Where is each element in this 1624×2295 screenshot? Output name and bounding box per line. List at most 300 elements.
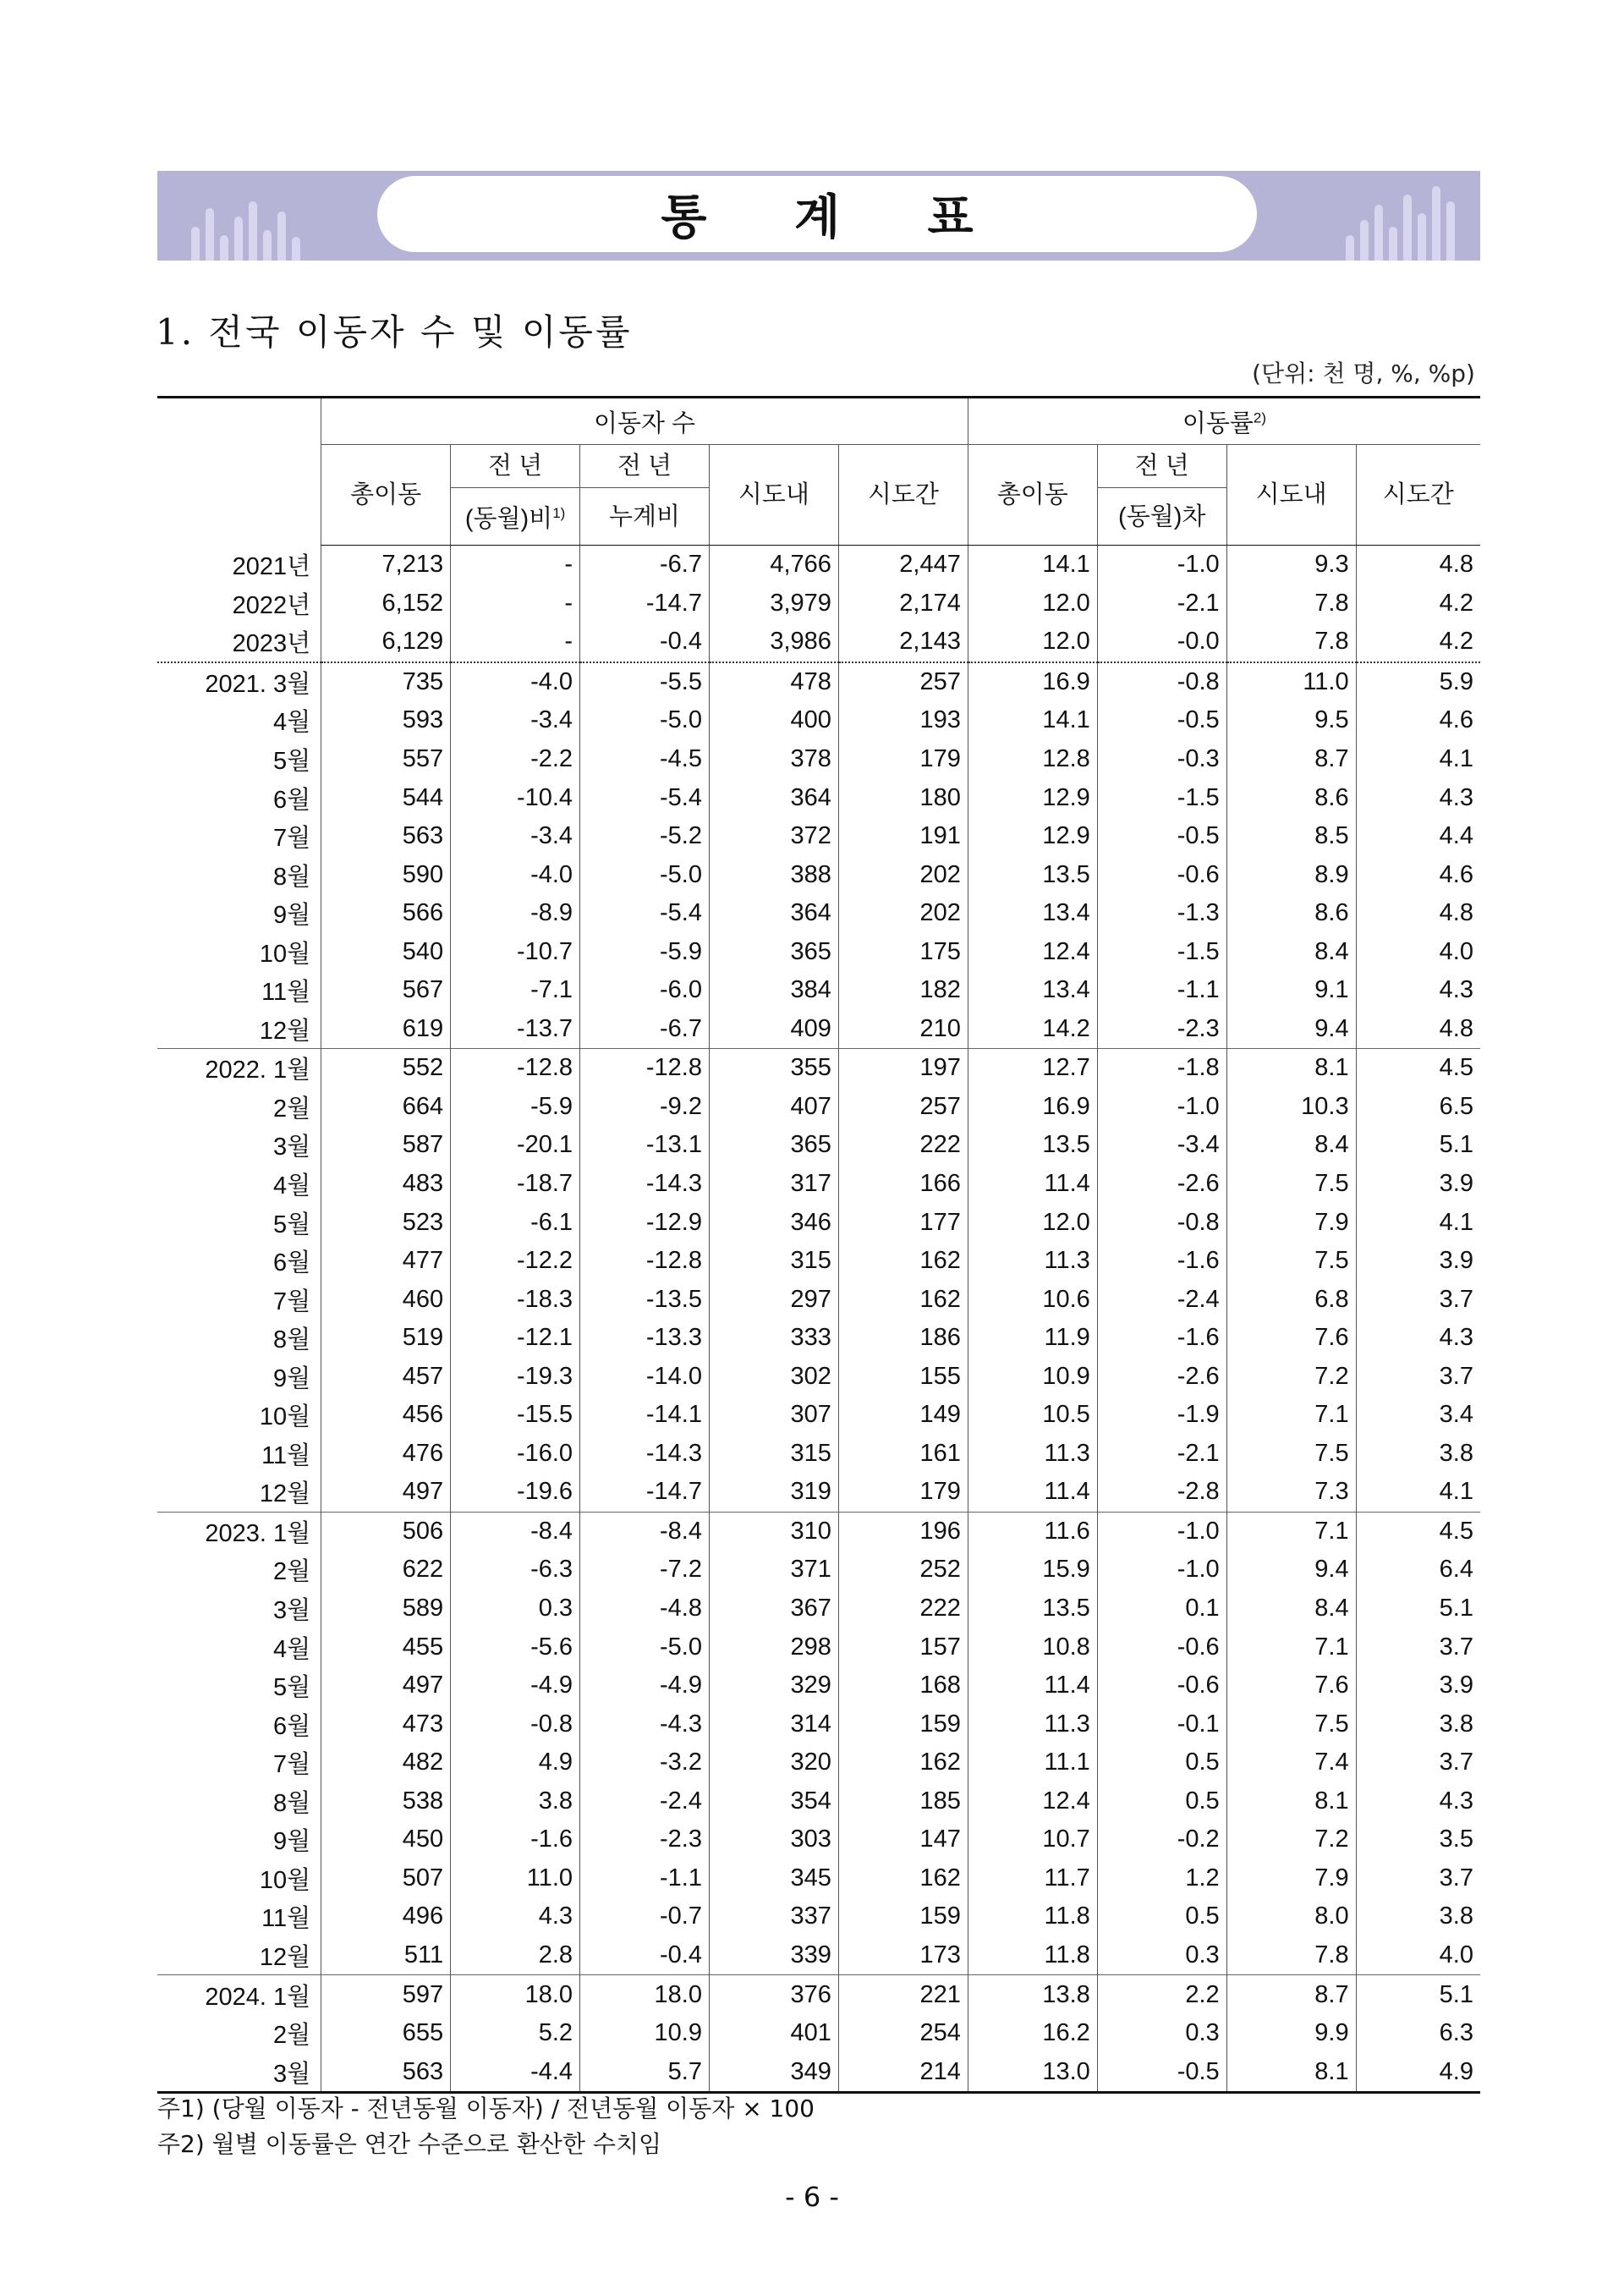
table-cell: 3.8 bbox=[451, 1782, 580, 1821]
table-cell: -2.6 bbox=[1097, 1357, 1226, 1396]
table-cell: 372 bbox=[709, 817, 838, 856]
table-cell: -6.1 bbox=[451, 1203, 580, 1242]
table-cell: 3.7 bbox=[1356, 1628, 1480, 1666]
table-cell: 378 bbox=[709, 740, 838, 779]
table-row bbox=[157, 740, 1480, 779]
table-cell: 496 bbox=[321, 1897, 451, 1936]
table-cell: 3.8 bbox=[1356, 1705, 1480, 1743]
table-cell: - bbox=[451, 623, 580, 662]
table-cell: -2.8 bbox=[1097, 1473, 1226, 1512]
table-cell: 8.4 bbox=[1226, 932, 1356, 971]
table-cell: 407 bbox=[709, 1088, 838, 1127]
footnote-mark-1: 1) bbox=[552, 505, 566, 522]
table-cell: 401 bbox=[709, 2014, 838, 2053]
table-cell: -14.7 bbox=[580, 1473, 710, 1512]
row-label: 10월 bbox=[259, 1403, 311, 1431]
table-cell: 162 bbox=[838, 1280, 968, 1319]
group-header-rate bbox=[968, 398, 1480, 445]
table-cell: 12.9 bbox=[968, 778, 1097, 817]
title-banner bbox=[157, 171, 1480, 261]
table-cell: 257 bbox=[838, 662, 968, 702]
table-cell: 4.3 bbox=[1356, 971, 1480, 1010]
table-cell: 345 bbox=[709, 1859, 838, 1898]
table-body bbox=[157, 546, 1480, 2093]
table-cell: -0.8 bbox=[1097, 662, 1226, 702]
row-label: 9월 bbox=[273, 1828, 311, 1856]
table-cell: 590 bbox=[321, 855, 451, 894]
table-cell: -3.4 bbox=[451, 701, 580, 740]
table-cell: 10.8 bbox=[968, 1628, 1097, 1666]
table-row bbox=[157, 1551, 1480, 1589]
table-cell: 333 bbox=[709, 1319, 838, 1358]
table-cell: 507 bbox=[321, 1859, 451, 1898]
table-cell: 6.8 bbox=[1226, 1280, 1356, 1319]
table-cell: 460 bbox=[321, 1280, 451, 1319]
table-row bbox=[157, 1589, 1480, 1628]
table-cell: 11.3 bbox=[968, 1242, 1097, 1281]
col-header-rate-intra: 시도내 bbox=[1226, 445, 1356, 546]
row-label: 2021년 bbox=[232, 553, 311, 581]
table-cell: 162 bbox=[838, 1743, 968, 1782]
table-cell: -4.0 bbox=[451, 662, 580, 702]
table-cell: 497 bbox=[321, 1666, 451, 1705]
table-cell: -4.9 bbox=[451, 1666, 580, 1705]
row-label: 11월 bbox=[261, 979, 311, 1007]
table-cell: 0.5 bbox=[1097, 1743, 1226, 1782]
table-cell: 6.3 bbox=[1356, 2014, 1480, 2053]
table-cell: -0.5 bbox=[1097, 2052, 1226, 2092]
table-cell: 7.8 bbox=[1226, 1936, 1356, 1975]
table-cell: -15.5 bbox=[451, 1396, 580, 1435]
row-label: 2월 bbox=[273, 1558, 311, 1586]
table-cell: 191 bbox=[838, 817, 968, 856]
table-cell: 8.6 bbox=[1226, 778, 1356, 817]
table-cell: -5.6 bbox=[451, 1628, 580, 1666]
col-header-rate-diff-line1: 전 년 bbox=[1097, 445, 1226, 488]
table-cell: 202 bbox=[838, 894, 968, 933]
table-row bbox=[157, 1396, 1480, 1435]
table-cell: -19.3 bbox=[451, 1357, 580, 1396]
table-row bbox=[157, 1088, 1480, 1127]
row-label: 4월 bbox=[273, 1172, 311, 1200]
table-cell: 455 bbox=[321, 1628, 451, 1666]
table-cell: -0.3 bbox=[1097, 740, 1226, 779]
row-label: 7월 bbox=[273, 825, 311, 853]
table-cell: 179 bbox=[838, 1473, 968, 1512]
table-cell: 3.7 bbox=[1356, 1859, 1480, 1898]
group-header-rate-label: 이동률 bbox=[1182, 409, 1254, 437]
unit-label: (단위: 천 명, %, %p) bbox=[1252, 360, 1475, 387]
table-cell: -4.3 bbox=[580, 1705, 710, 1743]
table-row bbox=[157, 1897, 1480, 1936]
title-pill bbox=[377, 176, 1257, 252]
table-cell: -16.0 bbox=[451, 1435, 580, 1474]
table-cell: 1.2 bbox=[1097, 1859, 1226, 1898]
table-cell: -0.5 bbox=[1097, 701, 1226, 740]
table-cell: 186 bbox=[838, 1319, 968, 1358]
table-cell: 388 bbox=[709, 855, 838, 894]
table-cell: 7.5 bbox=[1226, 1242, 1356, 1281]
table-cell: 180 bbox=[838, 778, 968, 817]
row-label: 7월 bbox=[273, 1751, 311, 1779]
table-cell: -2.2 bbox=[451, 740, 580, 779]
table-cell: -1.6 bbox=[1097, 1242, 1226, 1281]
table-cell: 371 bbox=[709, 1551, 838, 1589]
table-cell: - bbox=[451, 585, 580, 623]
table-cell: 13.5 bbox=[968, 1589, 1097, 1628]
row-label: 11월 bbox=[261, 1441, 311, 1469]
table-cell: 257 bbox=[838, 1088, 968, 1127]
table-cell: - bbox=[451, 546, 580, 585]
table-cell: 7,213 bbox=[321, 546, 451, 585]
table-row bbox=[157, 817, 1480, 856]
table-cell: 655 bbox=[321, 2014, 451, 2053]
table-cell: -9.2 bbox=[580, 1088, 710, 1127]
table-cell: 4.0 bbox=[1356, 932, 1480, 971]
table-cell: 400 bbox=[709, 701, 838, 740]
table-cell: -18.7 bbox=[451, 1165, 580, 1204]
table-cell: 364 bbox=[709, 778, 838, 817]
row-label: 3월 bbox=[273, 1597, 311, 1625]
table-cell: -5.4 bbox=[580, 894, 710, 933]
table-cell: 477 bbox=[321, 1242, 451, 1281]
table-cell: 303 bbox=[709, 1820, 838, 1859]
table-cell: 2.8 bbox=[451, 1936, 580, 1975]
table-cell: 735 bbox=[321, 662, 451, 702]
table-cell: 3.9 bbox=[1356, 1666, 1480, 1705]
table-cell: -1.5 bbox=[1097, 932, 1226, 971]
table-cell: 4.1 bbox=[1356, 1203, 1480, 1242]
table-cell: -2.4 bbox=[580, 1782, 710, 1821]
table-cell: 175 bbox=[838, 932, 968, 971]
table-cell: 8.7 bbox=[1226, 740, 1356, 779]
table-row bbox=[157, 1435, 1480, 1474]
table-cell: -2.6 bbox=[1097, 1165, 1226, 1204]
table-cell: 8.1 bbox=[1226, 2052, 1356, 2092]
table-cell: 302 bbox=[709, 1357, 838, 1396]
table-cell: -5.0 bbox=[580, 1628, 710, 1666]
col-header-yoy-line1: 전 년 bbox=[451, 445, 580, 488]
table-cell: 622 bbox=[321, 1551, 451, 1589]
table-cell: 552 bbox=[321, 1049, 451, 1088]
table-cell: 540 bbox=[321, 932, 451, 971]
table-cell: 11.0 bbox=[451, 1859, 580, 1898]
table-cell: 8.5 bbox=[1226, 817, 1356, 856]
table-cell: -6.0 bbox=[580, 971, 710, 1010]
table-cell: -7.2 bbox=[580, 1551, 710, 1589]
table-cell: 557 bbox=[321, 740, 451, 779]
table-cell: 4.2 bbox=[1356, 623, 1480, 662]
table-cell: 4.5 bbox=[1356, 1049, 1480, 1088]
table-cell: -2.1 bbox=[1097, 585, 1226, 623]
table-cell: 483 bbox=[321, 1165, 451, 1204]
footnote-mark-2: 2) bbox=[1253, 409, 1266, 426]
table-cell: 4.9 bbox=[451, 1743, 580, 1782]
table-cell: 11.4 bbox=[968, 1666, 1097, 1705]
table-cell: 11.4 bbox=[968, 1473, 1097, 1512]
table-cell: -12.8 bbox=[580, 1049, 710, 1088]
table-cell: 367 bbox=[709, 1589, 838, 1628]
table-cell: 4.4 bbox=[1356, 817, 1480, 856]
table-row bbox=[157, 1126, 1480, 1165]
table-cell: 349 bbox=[709, 2052, 838, 2092]
table-cell: 185 bbox=[838, 1782, 968, 1821]
statistics-table bbox=[157, 396, 1480, 2094]
table-cell: 2,447 bbox=[838, 546, 968, 585]
table-cell: -5.4 bbox=[580, 778, 710, 817]
row-label: 3월 bbox=[157, 2052, 321, 2092]
table-cell: 11.3 bbox=[968, 1705, 1097, 1743]
row-label: 5월 bbox=[273, 1211, 311, 1238]
table-cell: 317 bbox=[709, 1165, 838, 1204]
table-row bbox=[157, 585, 1480, 623]
table-row bbox=[157, 1357, 1480, 1396]
table-cell: 16.9 bbox=[968, 1088, 1097, 1127]
table-cell: 4.8 bbox=[1356, 894, 1480, 933]
table-cell: 0.3 bbox=[1097, 2014, 1226, 2053]
table-row bbox=[157, 932, 1480, 971]
decorative-bars-left bbox=[191, 201, 300, 261]
table-row bbox=[157, 778, 1480, 817]
table-cell: 664 bbox=[321, 1088, 451, 1127]
table-cell: 365 bbox=[709, 1126, 838, 1165]
table-cell: 7.2 bbox=[1226, 1357, 1356, 1396]
table-cell: -1.0 bbox=[1097, 1551, 1226, 1589]
table-cell: 3.5 bbox=[1356, 1820, 1480, 1859]
table-row bbox=[157, 1242, 1480, 1281]
table-cell: 354 bbox=[709, 1782, 838, 1821]
table-cell: 11.4 bbox=[968, 1165, 1097, 1204]
table-cell: 10.3 bbox=[1226, 1088, 1356, 1127]
table-cell: 10.5 bbox=[968, 1396, 1097, 1435]
table-cell: 193 bbox=[838, 701, 968, 740]
table-cell: 202 bbox=[838, 855, 968, 894]
table-cell: 7.9 bbox=[1226, 1203, 1356, 1242]
col-header-intra: 시도내 bbox=[709, 445, 838, 546]
table-row bbox=[157, 855, 1480, 894]
table-cell: 11.0 bbox=[1226, 662, 1356, 702]
table-cell: 16.9 bbox=[968, 662, 1097, 702]
row-label: 8월 bbox=[273, 1789, 311, 1817]
table-cell: 210 bbox=[838, 1010, 968, 1049]
table-cell: 355 bbox=[709, 1049, 838, 1088]
table-cell: 159 bbox=[838, 1705, 968, 1743]
col-header-rate-diff-line2: (동월)차 bbox=[1097, 488, 1226, 546]
row-label: 8월 bbox=[273, 1326, 311, 1354]
col-header-rate-total: 총이동 bbox=[968, 445, 1097, 546]
table-cell: 173 bbox=[838, 1936, 968, 1975]
table-cell: 177 bbox=[838, 1203, 968, 1242]
table-cell: -1.0 bbox=[1097, 546, 1226, 585]
row-label: 3월 bbox=[273, 1134, 311, 1161]
table-cell: 5.7 bbox=[580, 2052, 710, 2092]
row-label: 2월 bbox=[273, 2022, 311, 2050]
row-label: 6월 bbox=[273, 1249, 311, 1277]
table-cell: 478 bbox=[709, 662, 838, 702]
col-header-cum-line2: 누계비 bbox=[580, 488, 710, 546]
footnote-2: 주2) 월별 이동률은 연간 수준으로 환산한 수치임 bbox=[157, 2130, 662, 2158]
table-cell: -4.0 bbox=[451, 855, 580, 894]
table-cell: 252 bbox=[838, 1551, 968, 1589]
table-cell: 11.1 bbox=[968, 1743, 1097, 1782]
row-label: 12월 bbox=[259, 1480, 311, 1508]
row-label: 2월 bbox=[273, 1095, 311, 1123]
table-cell: 376 bbox=[709, 1975, 838, 2014]
row-label: 10월 bbox=[259, 1866, 311, 1894]
table-cell: 179 bbox=[838, 740, 968, 779]
table-cell: 0.3 bbox=[451, 1589, 580, 1628]
table-cell: -12.1 bbox=[451, 1319, 580, 1358]
table-cell: -5.0 bbox=[580, 855, 710, 894]
table-cell: -14.3 bbox=[580, 1165, 710, 1204]
table-cell: 14.1 bbox=[968, 701, 1097, 740]
table-cell: 315 bbox=[709, 1242, 838, 1281]
table-cell: -12.2 bbox=[451, 1242, 580, 1281]
table-cell: 12.4 bbox=[968, 932, 1097, 971]
table-cell: 13.5 bbox=[968, 855, 1097, 894]
table-cell: 182 bbox=[838, 971, 968, 1010]
table-cell: -1.1 bbox=[1097, 971, 1226, 1010]
table-cell: 3.8 bbox=[1356, 1897, 1480, 1936]
table-cell: 18.0 bbox=[451, 1975, 580, 2014]
table-cell: 563 bbox=[321, 2052, 451, 2092]
table-row bbox=[157, 1705, 1480, 1743]
page-number: - 6 - bbox=[785, 2181, 839, 2213]
table-cell: 10.7 bbox=[968, 1820, 1097, 1859]
table-cell: -1.8 bbox=[1097, 1049, 1226, 1088]
table-cell: 5.1 bbox=[1356, 1589, 1480, 1628]
row-label: 5월 bbox=[273, 748, 311, 775]
table-cell: 4.2 bbox=[1356, 585, 1480, 623]
table-cell: 162 bbox=[838, 1859, 968, 1898]
table-cell: 3.9 bbox=[1356, 1165, 1480, 1204]
table-cell: 12.4 bbox=[968, 1782, 1097, 1821]
table-cell: 7.8 bbox=[1226, 623, 1356, 662]
table-cell: -0.2 bbox=[1097, 1820, 1226, 1859]
table-cell: 4.3 bbox=[1356, 1782, 1480, 1821]
table-cell: -8.9 bbox=[451, 894, 580, 933]
table-cell: -1.6 bbox=[451, 1820, 580, 1859]
table-cell: -1.5 bbox=[1097, 778, 1226, 817]
table-row bbox=[157, 1820, 1480, 1859]
table-cell: 473 bbox=[321, 1705, 451, 1743]
table-row bbox=[157, 1473, 1480, 1512]
table-cell: -0.8 bbox=[451, 1705, 580, 1743]
table-cell: 482 bbox=[321, 1743, 451, 1782]
table-cell: -8.4 bbox=[451, 1512, 580, 1551]
table-cell: 7.6 bbox=[1226, 1319, 1356, 1358]
table-cell: 5.1 bbox=[1356, 1126, 1480, 1165]
col-header-rate-inter: 시도간 bbox=[1356, 445, 1480, 546]
table-cell: 168 bbox=[838, 1666, 968, 1705]
table-cell: 4.3 bbox=[1356, 778, 1480, 817]
table-cell: 5.1 bbox=[1356, 1975, 1480, 2014]
table-row bbox=[157, 1628, 1480, 1666]
table-cell: 2,174 bbox=[838, 585, 968, 623]
table-cell: -1.1 bbox=[580, 1859, 710, 1898]
table-cell: 476 bbox=[321, 1435, 451, 1474]
row-label: 2021. 3월 bbox=[157, 662, 321, 702]
table-cell: 9.4 bbox=[1226, 1010, 1356, 1049]
table-cell: 10.6 bbox=[968, 1280, 1097, 1319]
table-row bbox=[157, 1743, 1480, 1782]
table-cell: 9.5 bbox=[1226, 701, 1356, 740]
table-cell: 12.0 bbox=[968, 1203, 1097, 1242]
table-cell: 11.7 bbox=[968, 1859, 1097, 1898]
header-stub bbox=[157, 398, 321, 546]
table-cell: 4.1 bbox=[1356, 740, 1480, 779]
table-cell: 254 bbox=[838, 2014, 968, 2053]
table-cell: -1.0 bbox=[1097, 1512, 1226, 1551]
table-cell: -10.7 bbox=[451, 932, 580, 971]
table-cell: 5.2 bbox=[451, 2014, 580, 2053]
table-cell: 567 bbox=[321, 971, 451, 1010]
col-header-yoy-line2 bbox=[451, 488, 580, 546]
table-cell: 4.1 bbox=[1356, 1473, 1480, 1512]
table-cell: 7.3 bbox=[1226, 1473, 1356, 1512]
table-cell: 8.1 bbox=[1226, 1049, 1356, 1088]
table-cell: 310 bbox=[709, 1512, 838, 1551]
table-cell: 6,152 bbox=[321, 585, 451, 623]
table-cell: -1.3 bbox=[1097, 894, 1226, 933]
table-cell: 157 bbox=[838, 1628, 968, 1666]
table-cell: -13.1 bbox=[580, 1126, 710, 1165]
table-cell: 161 bbox=[838, 1435, 968, 1474]
table-cell: -14.3 bbox=[580, 1435, 710, 1474]
table-cell: 4.8 bbox=[1356, 1010, 1480, 1049]
table-cell: 319 bbox=[709, 1473, 838, 1512]
table-cell: -7.1 bbox=[451, 971, 580, 1010]
row-label: 2022년 bbox=[232, 591, 311, 619]
table-cell: -14.0 bbox=[580, 1357, 710, 1396]
table-cell: -13.3 bbox=[580, 1319, 710, 1358]
table-cell: 8.6 bbox=[1226, 894, 1356, 933]
table-cell: 12.7 bbox=[968, 1049, 1097, 1088]
table-cell: 8.0 bbox=[1226, 1897, 1356, 1936]
table-cell: -3.2 bbox=[580, 1743, 710, 1782]
table-cell: 2.2 bbox=[1097, 1975, 1226, 2014]
row-label: 4월 bbox=[273, 1635, 311, 1663]
table-cell: 0.1 bbox=[1097, 1589, 1226, 1628]
table-cell: -14.1 bbox=[580, 1396, 710, 1435]
table-cell: 6.4 bbox=[1356, 1551, 1480, 1589]
table-cell: -0.0 bbox=[1097, 623, 1226, 662]
table-cell: 11.6 bbox=[968, 1512, 1097, 1551]
table-cell: -4.5 bbox=[580, 740, 710, 779]
table-cell: 457 bbox=[321, 1357, 451, 1396]
table-cell: 4.5 bbox=[1356, 1512, 1480, 1551]
col-header-total: 총이동 bbox=[321, 445, 451, 546]
table-cell: 337 bbox=[709, 1897, 838, 1936]
table-cell: 589 bbox=[321, 1589, 451, 1628]
table-cell: 7.4 bbox=[1226, 1743, 1356, 1782]
table-cell: 11.9 bbox=[968, 1319, 1097, 1358]
table-cell: 0.3 bbox=[1097, 1936, 1226, 1975]
decorative-bars-right bbox=[1346, 186, 1455, 261]
table-cell: 3.7 bbox=[1356, 1280, 1480, 1319]
table-cell: -8.4 bbox=[580, 1512, 710, 1551]
table-cell: -2.4 bbox=[1097, 1280, 1226, 1319]
table-cell: -1.9 bbox=[1097, 1396, 1226, 1435]
table-cell: 6,129 bbox=[321, 623, 451, 662]
table-header bbox=[157, 398, 1480, 546]
table-cell: -0.8 bbox=[1097, 1203, 1226, 1242]
table-cell: 149 bbox=[838, 1396, 968, 1435]
table-cell: -5.5 bbox=[580, 662, 710, 702]
table-cell: -1.0 bbox=[1097, 1088, 1226, 1127]
table-cell: 450 bbox=[321, 1820, 451, 1859]
table-cell: 196 bbox=[838, 1512, 968, 1551]
